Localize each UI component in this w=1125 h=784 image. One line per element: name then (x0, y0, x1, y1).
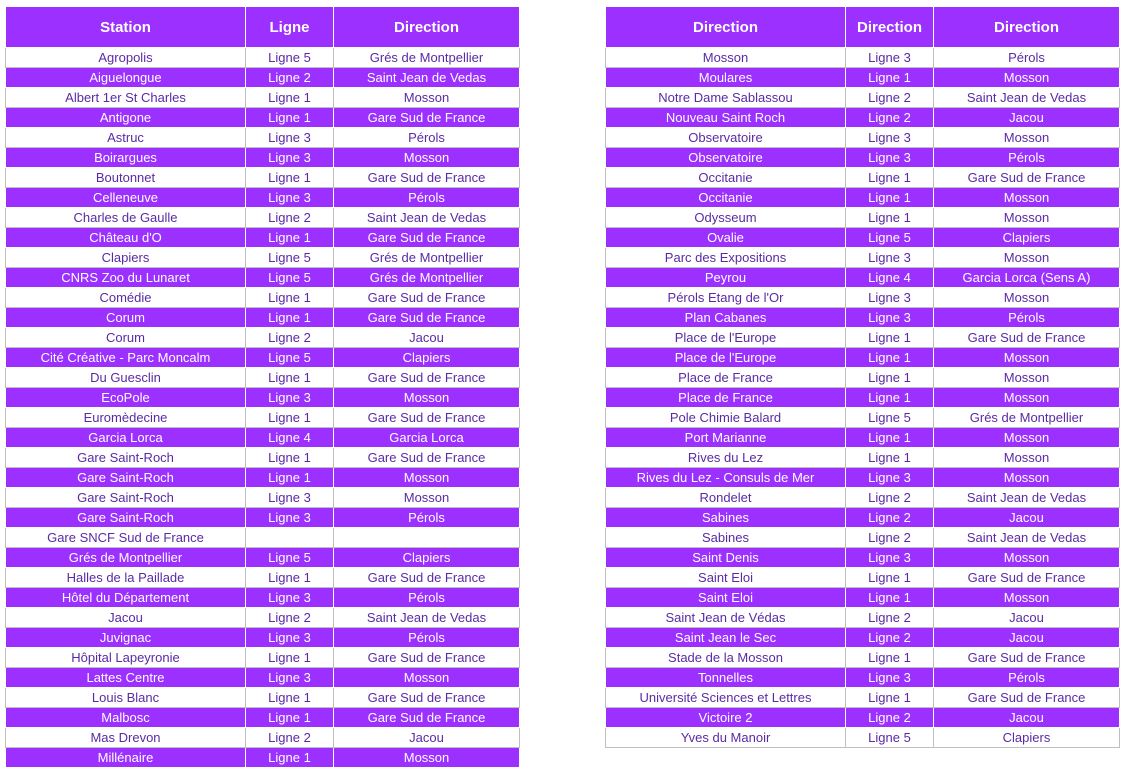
table-row (606, 168, 1120, 188)
column-header-direction-1: Direction (606, 7, 846, 48)
ligne-cell: Ligne 1 (246, 408, 334, 428)
direction-cell: Mosson (334, 668, 520, 688)
direction-cell: Saint Jean de Vedas (934, 528, 1120, 548)
station-cell: Place de France (606, 388, 846, 408)
station-cell: Parc des Expositions (606, 248, 846, 268)
ligne-cell: Ligne 1 (246, 748, 334, 768)
station-cell: Victoire 2 (606, 708, 846, 728)
ligne-cell: Ligne 3 (246, 148, 334, 168)
table-row (6, 368, 520, 388)
ligne-cell: Ligne 3 (846, 128, 934, 148)
station-cell: Agropolis (6, 48, 246, 68)
table-row (6, 88, 520, 108)
direction-cell: Mosson (934, 208, 1120, 228)
ligne-cell: Ligne 1 (246, 468, 334, 488)
ligne-cell: Ligne 5 (246, 548, 334, 568)
ligne-cell: Ligne 1 (846, 388, 934, 408)
station-cell: Place de l'Europe (606, 348, 846, 368)
ligne-cell: Ligne 3 (246, 188, 334, 208)
table-row (6, 588, 520, 608)
direction-cell: Gare Sud de France (334, 708, 520, 728)
direction-cell: Jacou (934, 508, 1120, 528)
table-row (606, 388, 1120, 408)
ligne-cell: Ligne 1 (846, 368, 934, 388)
direction-cell (334, 528, 520, 548)
table-row (606, 288, 1120, 308)
ligne-cell: Ligne 3 (846, 668, 934, 688)
station-cell: Lattes Centre (6, 668, 246, 688)
station-cell: Millénaire (6, 748, 246, 768)
station-cell: Jacou (6, 608, 246, 628)
direction-cell: Jacou (934, 708, 1120, 728)
table-row (606, 308, 1120, 328)
direction-cell: Mosson (934, 428, 1120, 448)
ligne-cell: Ligne 1 (246, 368, 334, 388)
ligne-cell: Ligne 2 (846, 108, 934, 128)
ligne-cell: Ligne 3 (846, 148, 934, 168)
table-header-row (606, 7, 1120, 48)
ligne-cell: Ligne 2 (246, 328, 334, 348)
direction-cell: Mosson (934, 588, 1120, 608)
table-row (606, 728, 1120, 748)
station-cell: Corum (6, 328, 246, 348)
station-cell: Euromèdecine (6, 408, 246, 428)
table-row (6, 248, 520, 268)
direction-cell: Gare Sud de France (334, 368, 520, 388)
ligne-cell: Ligne 5 (846, 228, 934, 248)
ligne-cell: Ligne 1 (846, 568, 934, 588)
station-cell: Halles de la Paillade (6, 568, 246, 588)
direction-cell: Pérols (334, 628, 520, 648)
direction-cell: Mosson (934, 448, 1120, 468)
station-cell: Odysseum (606, 208, 846, 228)
station-cell: Garcia Lorca (6, 428, 246, 448)
direction-cell: Pérols (334, 188, 520, 208)
direction-cell: Mosson (334, 468, 520, 488)
ligne-cell: Ligne 1 (846, 588, 934, 608)
station-cell: Saint Jean de Védas (606, 608, 846, 628)
table-row (6, 648, 520, 668)
ligne-cell: Ligne 1 (246, 168, 334, 188)
table-row (606, 428, 1120, 448)
direction-cell: Gare Sud de France (934, 688, 1120, 708)
direction-cell: Gare Sud de France (334, 228, 520, 248)
table-row (606, 128, 1120, 148)
station-cell: Comédie (6, 288, 246, 308)
ligne-cell: Ligne 1 (846, 168, 934, 188)
table-row (606, 208, 1120, 228)
direction-cell: Saint Jean de Vedas (334, 208, 520, 228)
column-header-direction: Direction (334, 7, 520, 48)
direction-cell: Clapiers (934, 228, 1120, 248)
ligne-cell: Ligne 4 (846, 268, 934, 288)
ligne-cell: Ligne 1 (246, 708, 334, 728)
table-row (6, 488, 520, 508)
ligne-cell: Ligne 2 (246, 728, 334, 748)
station-cell: Place de France (606, 368, 846, 388)
station-cell: Ovalie (606, 228, 846, 248)
ligne-cell (246, 528, 334, 548)
direction-cell: Mosson (334, 748, 520, 768)
ligne-cell: Ligne 1 (846, 208, 934, 228)
station-cell: Hôtel du Département (6, 588, 246, 608)
direction-cell: Grés de Montpellier (334, 248, 520, 268)
table-row (6, 608, 520, 628)
station-cell: Nouveau Saint Roch (606, 108, 846, 128)
table-row (606, 88, 1120, 108)
direction-cell: Garcia Lorca (Sens A) (934, 268, 1120, 288)
station-cell: Cité Créative - Parc Moncalm (6, 348, 246, 368)
table-row (606, 348, 1120, 368)
direction-cell: Mosson (334, 488, 520, 508)
direction-cell: Jacou (334, 328, 520, 348)
ligne-cell: Ligne 2 (246, 608, 334, 628)
direction-cell: Gare Sud de France (934, 648, 1120, 668)
table-row (6, 668, 520, 688)
ligne-cell: Ligne 3 (846, 48, 934, 68)
direction-cell: Clapiers (334, 348, 520, 368)
ligne-cell: Ligne 1 (246, 88, 334, 108)
station-cell: Observatoire (606, 128, 846, 148)
direction-cell: Gare Sud de France (334, 308, 520, 328)
table-row (606, 648, 1120, 668)
column-header-ligne: Ligne (246, 7, 334, 48)
direction-cell: Gare Sud de France (334, 168, 520, 188)
station-cell: EcoPole (6, 388, 246, 408)
right-table-body (606, 48, 1120, 748)
direction-cell: Mosson (334, 388, 520, 408)
table-row (6, 568, 520, 588)
direction-cell: Grés de Montpellier (334, 48, 520, 68)
station-cell: Mosson (606, 48, 846, 68)
table-row (606, 668, 1120, 688)
table-row (6, 148, 520, 168)
station-cell: Gare Saint-Roch (6, 468, 246, 488)
ligne-cell: Ligne 2 (846, 708, 934, 728)
direction-cell: Saint Jean de Vedas (334, 608, 520, 628)
station-cell: Saint Eloi (606, 568, 846, 588)
station-cell: Pérols Etang de l'Or (606, 288, 846, 308)
station-cell: Occitanie (606, 168, 846, 188)
direction-cell: Saint Jean de Vedas (934, 88, 1120, 108)
direction-cell: Gare Sud de France (334, 408, 520, 428)
station-cell: Aiguelongue (6, 68, 246, 88)
direction-cell: Gare Sud de France (334, 448, 520, 468)
ligne-cell: Ligne 1 (246, 108, 334, 128)
direction-cell: Pérols (934, 308, 1120, 328)
table-row (606, 148, 1120, 168)
direction-cell: Gare Sud de France (334, 288, 520, 308)
ligne-cell: Ligne 3 (246, 588, 334, 608)
ligne-cell: Ligne 1 (246, 228, 334, 248)
table-row (606, 508, 1120, 528)
table-row (606, 608, 1120, 628)
direction-cell: Pérols (334, 588, 520, 608)
table-row (6, 448, 520, 468)
station-cell: Saint Jean le Sec (606, 628, 846, 648)
direction-cell: Pérols (934, 48, 1120, 68)
direction-cell: Clapiers (334, 548, 520, 568)
ligne-cell: Ligne 3 (246, 628, 334, 648)
station-cell: Albert 1er St Charles (6, 88, 246, 108)
station-cell: Saint Eloi (606, 588, 846, 608)
direction-cell: Gare Sud de France (934, 168, 1120, 188)
table-row (6, 328, 520, 348)
station-cell: Grés de Montpellier (6, 548, 246, 568)
ligne-cell: Ligne 3 (846, 248, 934, 268)
station-cell: Stade de la Mosson (606, 648, 846, 668)
ligne-cell: Ligne 1 (846, 688, 934, 708)
table-row (606, 628, 1120, 648)
ligne-cell: Ligne 3 (246, 668, 334, 688)
table-row (606, 188, 1120, 208)
direction-cell: Saint Jean de Vedas (934, 488, 1120, 508)
table-row (6, 308, 520, 328)
table-row (606, 568, 1120, 588)
table-row (6, 48, 520, 68)
ligne-cell: Ligne 3 (246, 388, 334, 408)
table-row (6, 628, 520, 648)
table-header-row (6, 7, 520, 48)
station-cell: Moulares (606, 68, 846, 88)
station-cell: Sabines (606, 528, 846, 548)
ligne-cell: Ligne 1 (846, 648, 934, 668)
station-cell: Charles de Gaulle (6, 208, 246, 228)
table-row (606, 268, 1120, 288)
station-cell: Juvignac (6, 628, 246, 648)
direction-cell: Saint Jean de Vedas (334, 68, 520, 88)
station-cell: Corum (6, 308, 246, 328)
station-cell: Boirargues (6, 148, 246, 168)
table-row (606, 228, 1120, 248)
table-row (6, 208, 520, 228)
right-station-table (605, 6, 1120, 748)
table-row (606, 688, 1120, 708)
direction-cell: Mosson (934, 388, 1120, 408)
ligne-cell: Ligne 1 (246, 308, 334, 328)
station-cell: Rondelet (606, 488, 846, 508)
direction-cell: Gare Sud de France (334, 108, 520, 128)
ligne-cell: Ligne 1 (846, 328, 934, 348)
direction-cell: Mosson (934, 368, 1120, 388)
table-row (6, 508, 520, 528)
direction-cell: Grés de Montpellier (334, 268, 520, 288)
ligne-cell: Ligne 2 (846, 488, 934, 508)
table-row (6, 408, 520, 428)
station-cell: Celleneuve (6, 188, 246, 208)
ligne-cell: Ligne 3 (846, 308, 934, 328)
direction-cell: Mosson (934, 188, 1120, 208)
table-row (6, 288, 520, 308)
station-cell: Boutonnet (6, 168, 246, 188)
ligne-cell: Ligne 1 (246, 288, 334, 308)
station-cell: Astruc (6, 128, 246, 148)
table-row (606, 548, 1120, 568)
direction-cell: Gare Sud de France (334, 688, 520, 708)
direction-cell: Jacou (934, 628, 1120, 648)
ligne-cell: Ligne 3 (846, 288, 934, 308)
table-row (606, 68, 1120, 88)
ligne-cell: Ligne 3 (246, 488, 334, 508)
table-row (606, 48, 1120, 68)
direction-cell: Jacou (934, 608, 1120, 628)
direction-cell: Gare Sud de France (934, 328, 1120, 348)
direction-cell: Mosson (934, 548, 1120, 568)
table-row (6, 168, 520, 188)
station-cell: Mas Drevon (6, 728, 246, 748)
direction-cell: Garcia Lorca (334, 428, 520, 448)
direction-cell: Jacou (334, 728, 520, 748)
ligne-cell: Ligne 5 (246, 268, 334, 288)
station-cell: Pole Chimie Balard (606, 408, 846, 428)
ligne-cell: Ligne 1 (246, 448, 334, 468)
station-cell: Rives du Lez - Consuls de Mer (606, 468, 846, 488)
left-table-body (6, 48, 520, 768)
table-row (6, 428, 520, 448)
table-row (606, 408, 1120, 428)
station-cell: Plan Cabanes (606, 308, 846, 328)
ligne-cell: Ligne 4 (246, 428, 334, 448)
table-row (606, 468, 1120, 488)
table-row (6, 348, 520, 368)
ligne-cell: Ligne 5 (246, 48, 334, 68)
station-cell: Château d'O (6, 228, 246, 248)
column-header-station: Station (6, 7, 246, 48)
direction-cell: Grés de Montpellier (934, 408, 1120, 428)
station-cell: Sabines (606, 508, 846, 528)
table-row (6, 128, 520, 148)
station-cell: Occitanie (606, 188, 846, 208)
table-row (606, 528, 1120, 548)
direction-cell: Mosson (934, 288, 1120, 308)
station-cell: Yves du Manoir (606, 728, 846, 748)
ligne-cell: Ligne 2 (246, 68, 334, 88)
table-row (6, 468, 520, 488)
ligne-cell: Ligne 5 (246, 248, 334, 268)
direction-cell: Mosson (934, 468, 1120, 488)
station-cell: Place de l'Europe (606, 328, 846, 348)
table-row (6, 688, 520, 708)
ligne-cell: Ligne 3 (246, 128, 334, 148)
direction-cell: Pérols (934, 668, 1120, 688)
direction-cell: Pérols (334, 128, 520, 148)
station-cell: Notre Dame Sablassou (606, 88, 846, 108)
ligne-cell: Ligne 1 (846, 188, 934, 208)
table-row (6, 228, 520, 248)
direction-cell: Mosson (334, 148, 520, 168)
ligne-cell: Ligne 1 (246, 568, 334, 588)
table-row (606, 708, 1120, 728)
station-cell: Peyrou (606, 268, 846, 288)
station-cell: Port Marianne (606, 428, 846, 448)
station-cell: Louis Blanc (6, 688, 246, 708)
direction-cell: Mosson (934, 128, 1120, 148)
direction-cell: Gare Sud de France (334, 648, 520, 668)
ligne-cell: Ligne 2 (846, 88, 934, 108)
ligne-cell: Ligne 2 (846, 608, 934, 628)
table-row (6, 188, 520, 208)
table-row (606, 108, 1120, 128)
ligne-cell: Ligne 3 (246, 508, 334, 528)
ligne-cell: Ligne 2 (846, 508, 934, 528)
table-row (606, 328, 1120, 348)
ligne-cell: Ligne 1 (846, 68, 934, 88)
ligne-cell: Ligne 1 (246, 648, 334, 668)
ligne-cell: Ligne 1 (246, 688, 334, 708)
table-row (606, 488, 1120, 508)
station-cell: Antigone (6, 108, 246, 128)
station-cell: Hôpital Lapeyronie (6, 648, 246, 668)
ligne-cell: Ligne 5 (846, 408, 934, 428)
left-station-table (5, 6, 520, 768)
ligne-cell: Ligne 2 (846, 628, 934, 648)
direction-cell: Pérols (934, 148, 1120, 168)
table-row (6, 528, 520, 548)
direction-cell: Clapiers (934, 728, 1120, 748)
station-cell: Gare Saint-Roch (6, 448, 246, 468)
station-cell: Saint Denis (606, 548, 846, 568)
direction-cell: Jacou (934, 108, 1120, 128)
column-header-direction-2: Direction (846, 7, 934, 48)
column-header-direction-3: Direction (934, 7, 1120, 48)
ligne-cell: Ligne 5 (246, 348, 334, 368)
station-cell: Rives du Lez (606, 448, 846, 468)
direction-cell: Mosson (934, 68, 1120, 88)
table-row (606, 448, 1120, 468)
station-cell: Université Sciences et Lettres (606, 688, 846, 708)
station-cell: Tonnelles (606, 668, 846, 688)
direction-cell: Mosson (334, 88, 520, 108)
table-row (6, 108, 520, 128)
direction-cell: Mosson (934, 348, 1120, 368)
table-row (6, 268, 520, 288)
table-row (6, 748, 520, 768)
station-cell: Du Guesclin (6, 368, 246, 388)
table-row (606, 588, 1120, 608)
ligne-cell: Ligne 1 (846, 428, 934, 448)
table-row (606, 248, 1120, 268)
direction-cell: Gare Sud de France (334, 568, 520, 588)
station-cell: CNRS Zoo du Lunaret (6, 268, 246, 288)
ligne-cell: Ligne 2 (846, 528, 934, 548)
station-cell: Gare SNCF Sud de France (6, 528, 246, 548)
station-cell: Observatoire (606, 148, 846, 168)
ligne-cell: Ligne 3 (846, 548, 934, 568)
table-row (6, 548, 520, 568)
station-cell: Gare Saint-Roch (6, 508, 246, 528)
table-row (6, 388, 520, 408)
ligne-cell: Ligne 5 (846, 728, 934, 748)
table-row (6, 68, 520, 88)
ligne-cell: Ligne 2 (246, 208, 334, 228)
ligne-cell: Ligne 1 (846, 448, 934, 468)
direction-cell: Gare Sud de France (934, 568, 1120, 588)
ligne-cell: Ligne 3 (846, 468, 934, 488)
table-row (6, 728, 520, 748)
station-cell: Clapiers (6, 248, 246, 268)
station-cell: Gare Saint-Roch (6, 488, 246, 508)
table-row (6, 708, 520, 728)
direction-cell: Pérols (334, 508, 520, 528)
station-cell: Malbosc (6, 708, 246, 728)
ligne-cell: Ligne 1 (846, 348, 934, 368)
direction-cell: Mosson (934, 248, 1120, 268)
table-row (606, 368, 1120, 388)
